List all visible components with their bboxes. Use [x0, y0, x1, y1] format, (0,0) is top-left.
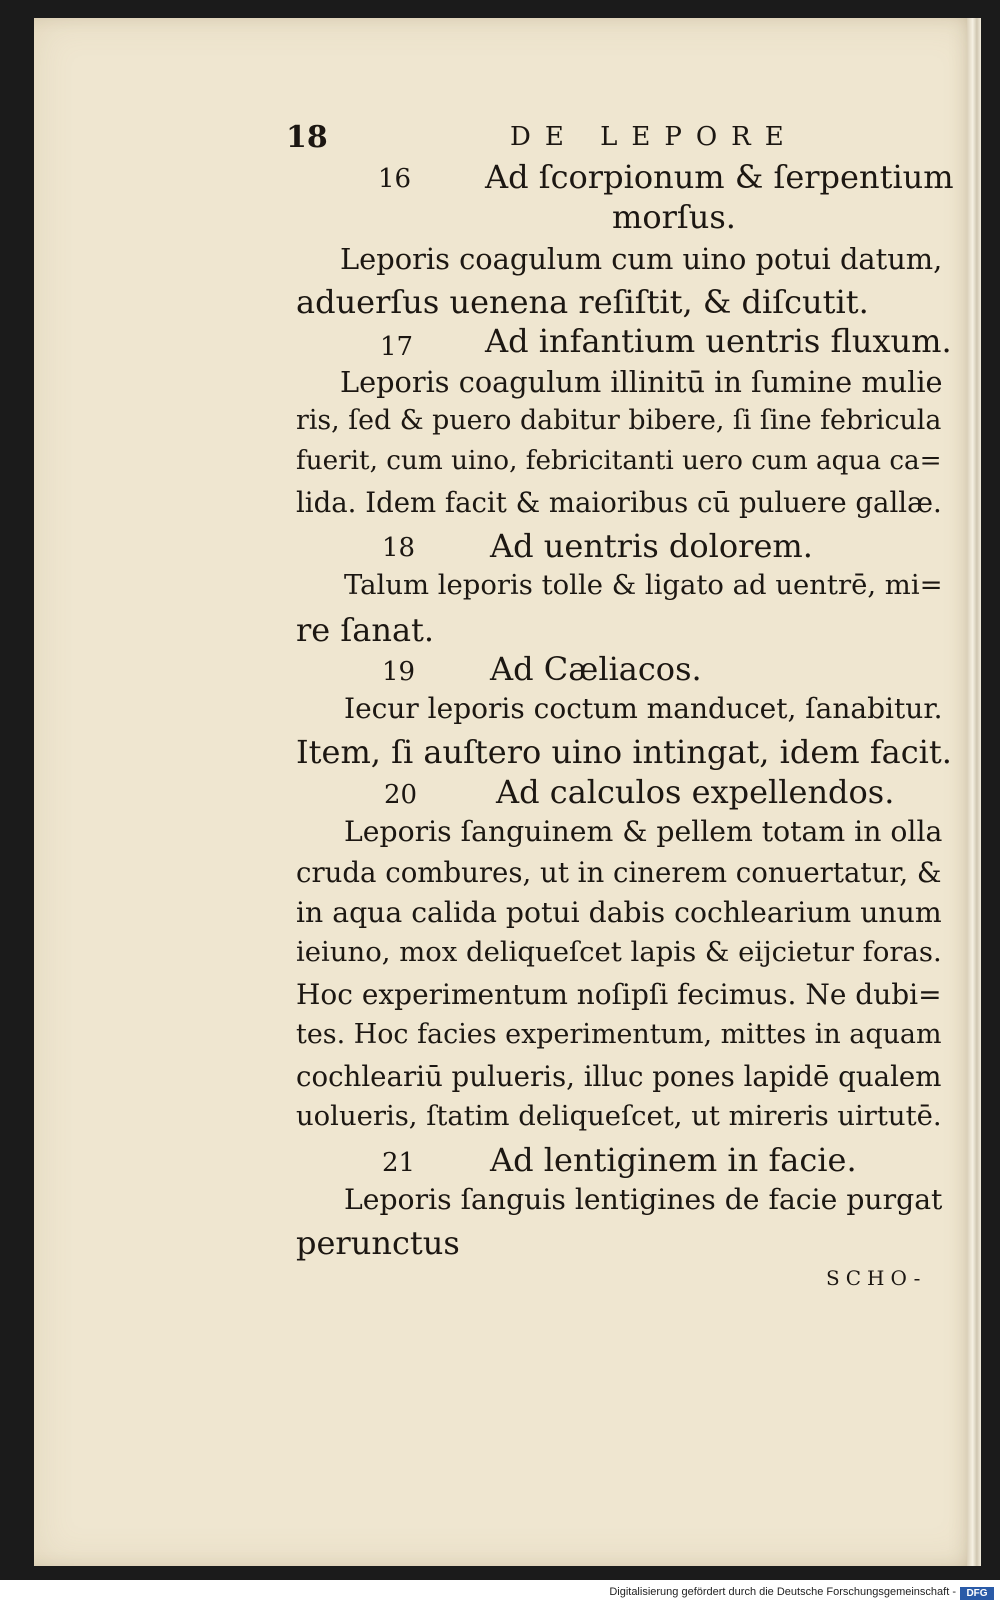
text-line: ris, ſed & puero dabitur bibere, ſi ſine febricula [296, 405, 942, 436]
text-line: Item, ſi auſtero uino intingat, idem facit. [296, 733, 952, 771]
text-line: uolueris, ſtatim deliqueſcet, ut mireris uirtutē. [296, 1101, 942, 1132]
text-line: perunctus [296, 1224, 460, 1262]
section-title: Ad infantium uentris fluxum. [485, 322, 952, 360]
dfg-logo: DFG [960, 1587, 994, 1600]
section-title: Ad calculos expellendos. [496, 773, 895, 811]
text-line: cochleariū pulueris, illuc pones lapidē qualem [296, 1060, 942, 1093]
text-line: Talum leporis tolle & ligato ad uentrē, mi= [344, 570, 943, 601]
section-number: 18 [382, 533, 416, 563]
section-number: 16 [378, 164, 412, 194]
section-number: 20 [384, 780, 418, 810]
section-title: Ad lentiginem in facie. [490, 1141, 857, 1179]
text-line: fuerit, cum uino, febricitanti uero cum aqua ca= [296, 446, 942, 476]
section-title-continued: morſus. [612, 198, 736, 236]
section-number: 19 [382, 657, 416, 687]
section-number: 17 [380, 332, 414, 362]
section-title: Ad uentris dolorem. [490, 527, 813, 565]
running-head: DE LEPORE [510, 122, 798, 152]
page-number: 18 [286, 120, 328, 155]
section-number: 21 [382, 1148, 416, 1178]
text-line: cruda combures, ut in cinerem conuertatur, & [296, 856, 942, 889]
text-line: Leporis coagulum cum uino potui datum, [340, 242, 943, 276]
text-line: lida. Idem facit & maioribus cū puluere gallæ. [296, 487, 942, 519]
text-line: Leporis coagulum illinitū in ſumine mulie [340, 365, 943, 399]
page-edge [967, 18, 981, 1566]
text-line: Leporis ſanguis lentigines de facie purgat [344, 1183, 943, 1216]
text-line: Hoc experimentum noſipſi fecimus. Ne dubi= [296, 978, 942, 1011]
section-title: Ad Cæliacos. [490, 650, 702, 688]
footer-bar [0, 1584, 1000, 1604]
text-line: tes. Hoc facies experimentum, mittes in aquam [296, 1019, 942, 1050]
footer-credit: Digitalisierung gefördert durch die Deutsche Forschungsgemeinschaft - [609, 1586, 956, 1598]
text-line: re ſanat. [296, 611, 435, 649]
text-line: in aqua calida potui dabis cochlearium unum [296, 896, 942, 929]
section-title: Ad ſcorpionum & ſerpentium [485, 158, 954, 196]
text-line: ieiuno, mox deliqueſcet lapis & eijcietur foras. [296, 937, 942, 968]
text-line: Iecur leporis coctum manducet, ſanabitur. [344, 692, 943, 725]
catchword: SCHO- [826, 1266, 927, 1290]
text-line: Leporis ſanguinem & pellem totam in olla [344, 815, 943, 848]
text-line: aduerſus uenena reſiſtit, & diſcutit. [296, 283, 869, 321]
